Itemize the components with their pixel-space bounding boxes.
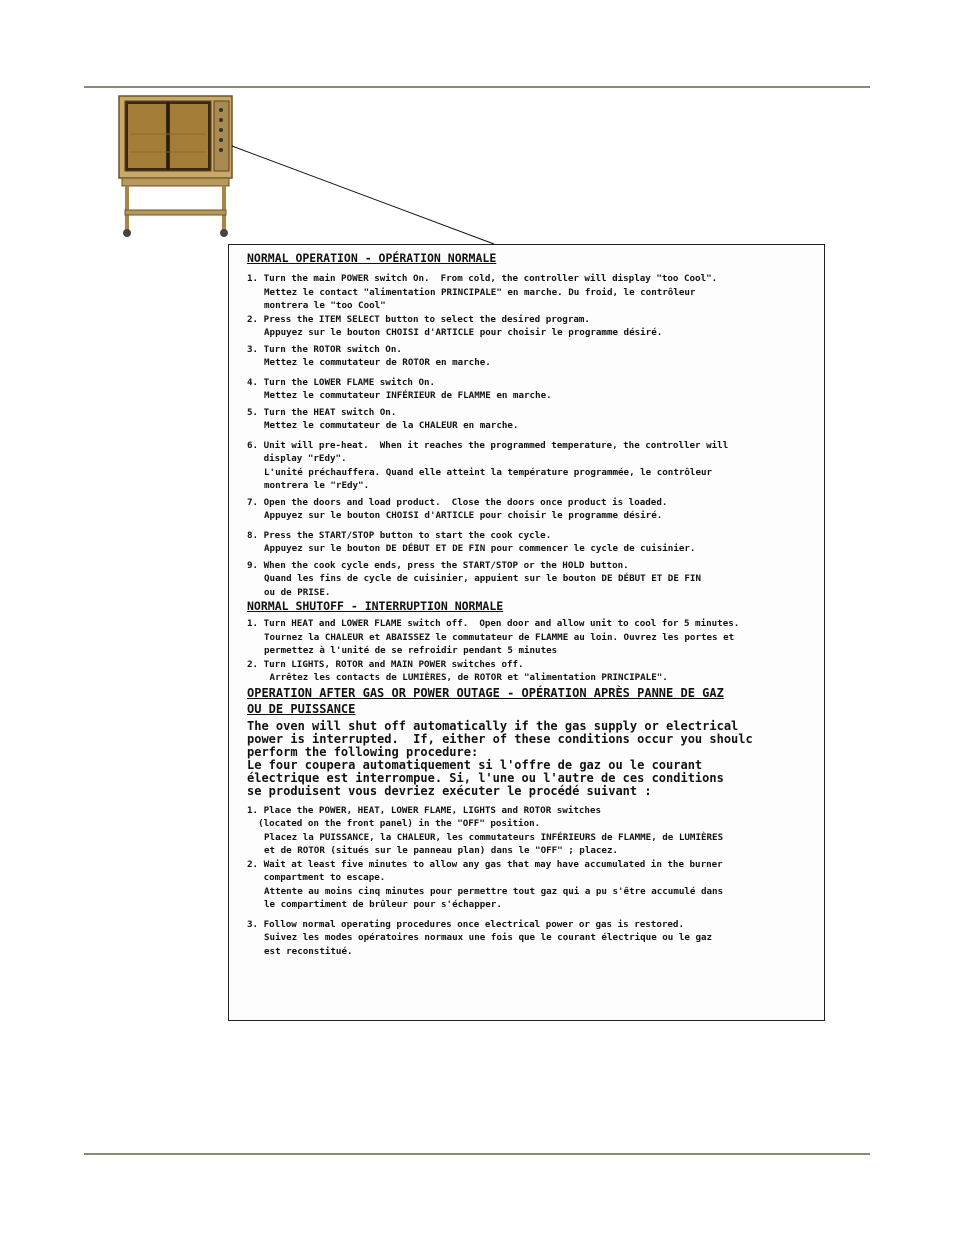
- step-6: 6. Unit will pre-heat. When it reaches the programmed temperature, the controller will display "rEdy". L'unité préchauffera. Quand elle atteint la température programmée, le contrôleur montrera le "rEdy".: [247, 439, 729, 491]
- step-2: 2. Press the ITEM SELECT button to select the desired program. Appuyez sur le bouton CHOISI d'ARTICLE pour choisir le programme désiré.: [247, 313, 663, 338]
- step-3: 3. Turn the ROTOR switch On. Mettez le commutateur de ROTOR en marche.: [247, 343, 491, 368]
- rotisserie-oven-icon: [116, 94, 240, 238]
- shutoff-step-2: 2. Turn LIGHTS, ROTOR and MAIN POWER switches off. Arrêtez les contacts de LUMIÈRES, de ROTOR et "alimentation PRINCIPALE".: [247, 658, 668, 683]
- footer-rule: [84, 1153, 870, 1155]
- outage-step-1: 1. Place the POWER, HEAT, LOWER FLAME, LIGHTS and ROTOR switches (located on the front panel) in the "OFF" position. Placez la PUISSANCE, la CHALEUR, les commutateurs INFÉRIEURS de FLAMME, de LUMIÈRES et de ROTOR (situés sur le panneau plan) dans le "OFF" ; placez.: [247, 804, 724, 856]
- section-heading-outage: OPERATION AFTER GAS OR POWER OUTAGE - OPÉRATION APRÈS PANNE DE GAZ OU DE PUISSANCE: [247, 685, 724, 716]
- header-rule: [84, 86, 870, 88]
- outage-intro-en: The oven will shut off automatically if the gas supply or electrical power is interrupted. If, either of these conditions occur you shoulc perform the following procedure:: [247, 718, 753, 759]
- outage-step-3: 3. Follow normal operating procedures once electrical power or gas is restored. Suivez les modes opératoires normaux une fois que le courant électrique ou le gaz est reconstitué.: [247, 918, 713, 957]
- instruction-card: [228, 244, 825, 1021]
- section-heading-normal-operation: NORMAL OPERATION - OPÉRATION NORMALE: [247, 251, 497, 265]
- step-5: 5. Turn the HEAT switch On. Mettez le commutateur de la CHALEUR en marche.: [247, 406, 519, 431]
- step-7: 7. Open the doors and load product. Close the doors once product is loaded. Appuyez sur le bouton CHOISI d'ARTICLE pour choisir le programme désiré.: [247, 496, 668, 521]
- step-9: 9. When the cook cycle ends, press the START/STOP or the HOLD button. Quand les fins de cycle de cuisinier, appuient sur le bouton DE DÉBUT ET DE FIN ou de PRISE.: [247, 559, 701, 598]
- outage-step-2: 2. Wait at least five minutes to allow any gas that may have accumulated in the burner compartment to escape. Attente au moins cinq minutes pour permettre tout gaz qui a pu s'être accumulé dans le compartiment de brûleur pour s'échapper.: [247, 858, 724, 910]
- shutoff-step-1: 1. Turn HEAT and LOWER FLAME switch off. Open door and allow unit to cool for 5 minutes. Tournez la CHALEUR et ABAISSEZ le commutateur de FLAMME au loin. Ouvrez les portes et permettez à l'unité de se refroidir pendant 5 minutes: [247, 618, 740, 656]
- outage-intro-fr: Le four coupera automatiquement si l'offre de gaz ou le courant électrique est interrompue. Si, l'une ou l'autre de ces conditions se produisent vous devriez exécuter le procédé suivant :: [247, 757, 724, 798]
- step-4: 4. Turn the LOWER FLAME switch On. Mettez le commutateur INFÉRIEUR de FLAMME en marche.: [247, 376, 552, 401]
- section-heading-normal-shutoff: NORMAL SHUTOFF - INTERRUPTION NORMALE: [247, 599, 504, 613]
- step-8: 8. Press the START/STOP button to start the cook cycle. Appuyez sur le bouton DE DÉBUT ET DE FIN pour commencer le cycle de cuisinier.: [247, 529, 696, 554]
- step-1: 1. Turn the main POWER switch On. From cold, the controller will display "too Cool". Mettez le contact "alimentation PRINCIPALE" en marche. Du froid, le contrôleur montrera le "too Cool": [247, 273, 718, 311]
